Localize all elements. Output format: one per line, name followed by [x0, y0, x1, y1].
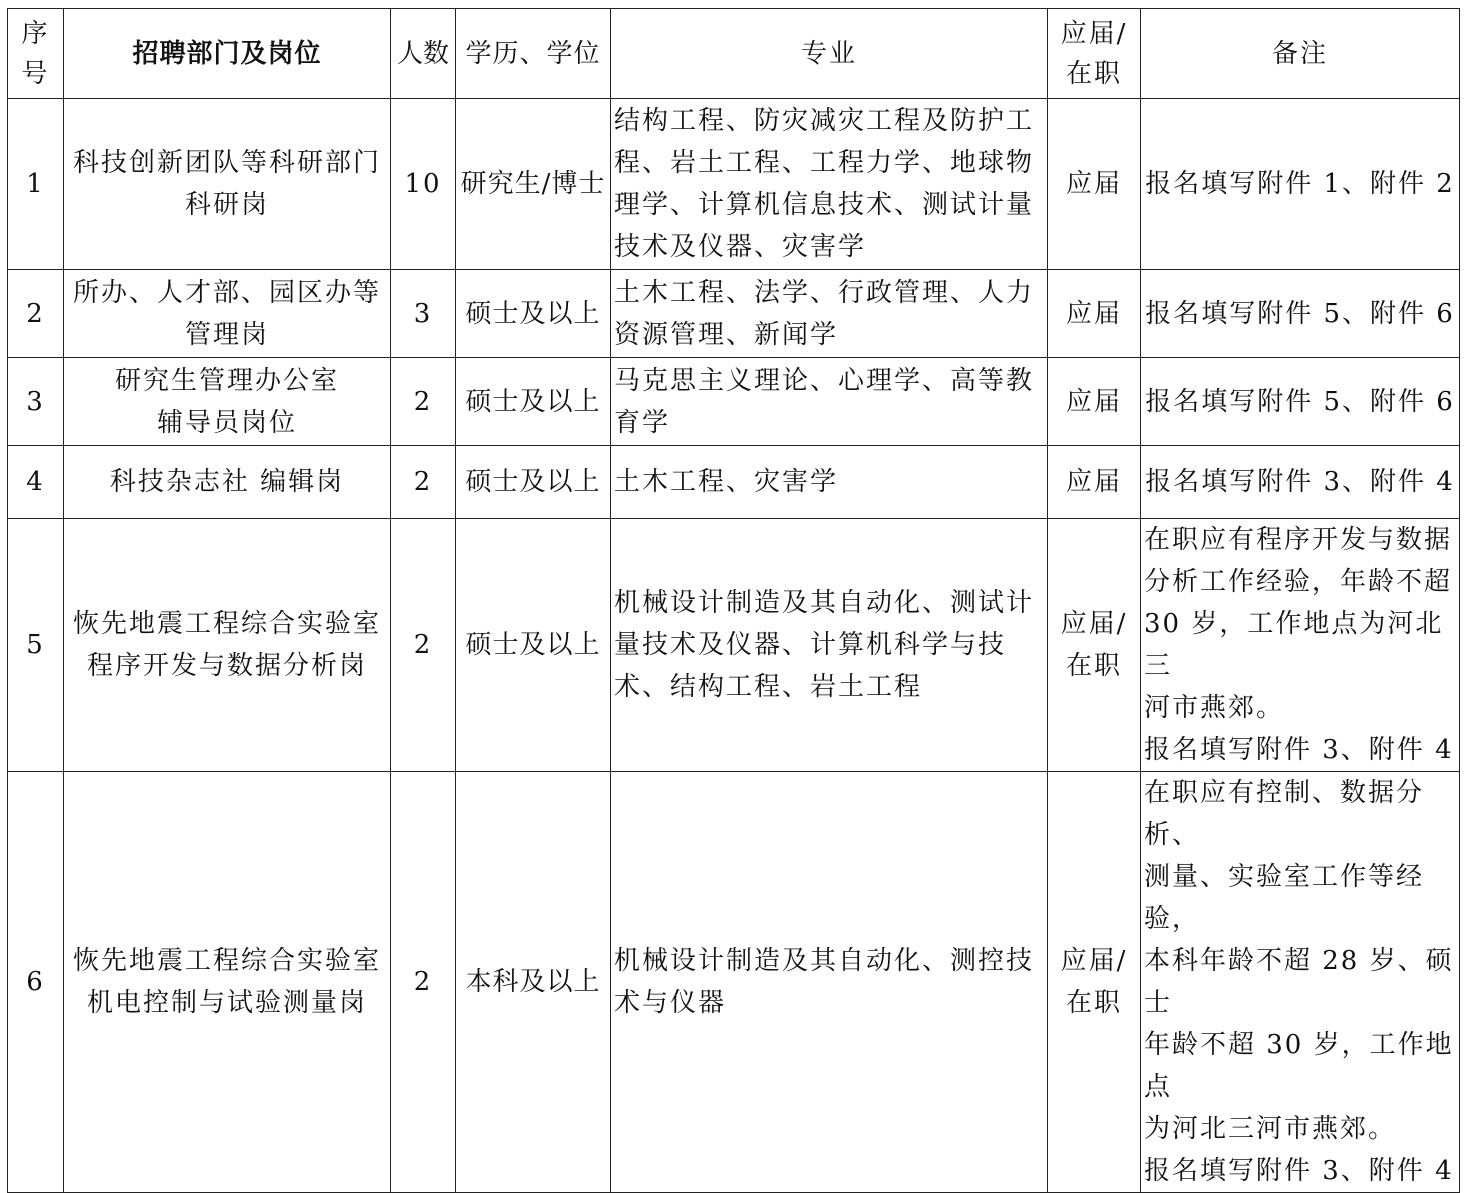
cell-major: 马克思主义理论、心理学、高等教 育学 — [611, 358, 1048, 446]
cell-edu: 硕士及以上 — [456, 519, 611, 772]
cell-count: 2 — [391, 519, 456, 772]
header-edu: 学历、学位 — [456, 9, 611, 99]
header-count: 人数 — [391, 9, 456, 99]
cell-count: 3 — [391, 270, 456, 358]
cell-notes: 报名填写附件 1、附件 2 — [1141, 99, 1460, 270]
table-row — [8, 772, 1460, 1193]
table-row — [8, 99, 1460, 270]
cell-notes: 报名填写附件 3、附件 4 — [1141, 446, 1460, 519]
header-row — [8, 9, 1460, 99]
cell-status: 应届/ 在职 — [1048, 519, 1141, 772]
cell-count: 2 — [391, 772, 456, 1193]
header-major: 专业 — [611, 9, 1048, 99]
table-row — [8, 519, 1460, 772]
cell-notes: 在职应有程序开发与数据 分析工作经验，年龄不超 30 岁，工作地点为河北三 河市燕郊。 报名填写附件 3、附件 4 — [1141, 519, 1460, 772]
cell-status: 应届 — [1048, 358, 1141, 446]
cell-status: 应届/ 在职 — [1048, 772, 1141, 1193]
cell-dept: 所办、人才部、园区办等 管理岗 — [64, 270, 391, 358]
table-row — [8, 358, 1460, 446]
cell-dept: 科技创新团队等科研部门 科研岗 — [64, 99, 391, 270]
cell-edu: 硕士及以上 — [456, 358, 611, 446]
cell-edu: 本科及以上 — [456, 772, 611, 1193]
cell-seq: 4 — [8, 446, 64, 519]
cell-dept: 恢先地震工程综合实验室 程序开发与数据分析岗 — [64, 519, 391, 772]
cell-dept: 研究生管理办公室 辅导员岗位 — [64, 358, 391, 446]
cell-status: 应届 — [1048, 446, 1141, 519]
cell-notes: 报名填写附件 5、附件 6 — [1141, 358, 1460, 446]
cell-major: 土木工程、灾害学 — [611, 446, 1048, 519]
cell-major: 土木工程、法学、行政管理、人力 资源管理、新闻学 — [611, 270, 1048, 358]
cell-major: 机械设计制造及其自动化、测控技 术与仪器 — [611, 772, 1048, 1193]
cell-major: 结构工程、防灾减灾工程及防护工 程、岩土工程、工程力学、地球物 理学、计算机信息技术、测试计量 技术及仪器、灾害学 — [611, 99, 1048, 270]
cell-edu: 硕士及以上 — [456, 446, 611, 519]
cell-seq: 6 — [8, 772, 64, 1193]
cell-seq: 1 — [8, 99, 64, 270]
table-row — [8, 446, 1460, 519]
header-notes: 备注 — [1141, 9, 1460, 99]
cell-count: 10 — [391, 99, 456, 270]
recruitment-table — [7, 8, 1460, 1193]
cell-notes: 在职应有控制、数据分析、 测量、实验室工作等经验， 本科年龄不超 28 岁、硕士 年龄不超 30 岁，工作地点 为河北三河市燕郊。 报名填写附件 3、附件 4 — [1141, 772, 1460, 1193]
cell-edu: 研究生/博士 — [456, 99, 611, 270]
cell-edu: 硕士及以上 — [456, 270, 611, 358]
cell-count: 2 — [391, 446, 456, 519]
cell-count: 2 — [391, 358, 456, 446]
cell-dept: 科技杂志社 编辑岗 — [64, 446, 391, 519]
header-dept: 招聘部门及岗位 — [64, 9, 391, 99]
cell-notes: 报名填写附件 5、附件 6 — [1141, 270, 1460, 358]
cell-major: 机械设计制造及其自动化、测试计 量技术及仪器、计算机科学与技 术、结构工程、岩土工程 — [611, 519, 1048, 772]
cell-status: 应届 — [1048, 99, 1141, 270]
header-seq: 序 号 — [8, 9, 64, 99]
cell-seq: 2 — [8, 270, 64, 358]
header-status: 应届/ 在职 — [1048, 9, 1141, 99]
cell-seq: 3 — [8, 358, 64, 446]
cell-seq: 5 — [8, 519, 64, 772]
cell-dept: 恢先地震工程综合实验室 机电控制与试验测量岗 — [64, 772, 391, 1193]
cell-status: 应届 — [1048, 270, 1141, 358]
table-row — [8, 270, 1460, 358]
